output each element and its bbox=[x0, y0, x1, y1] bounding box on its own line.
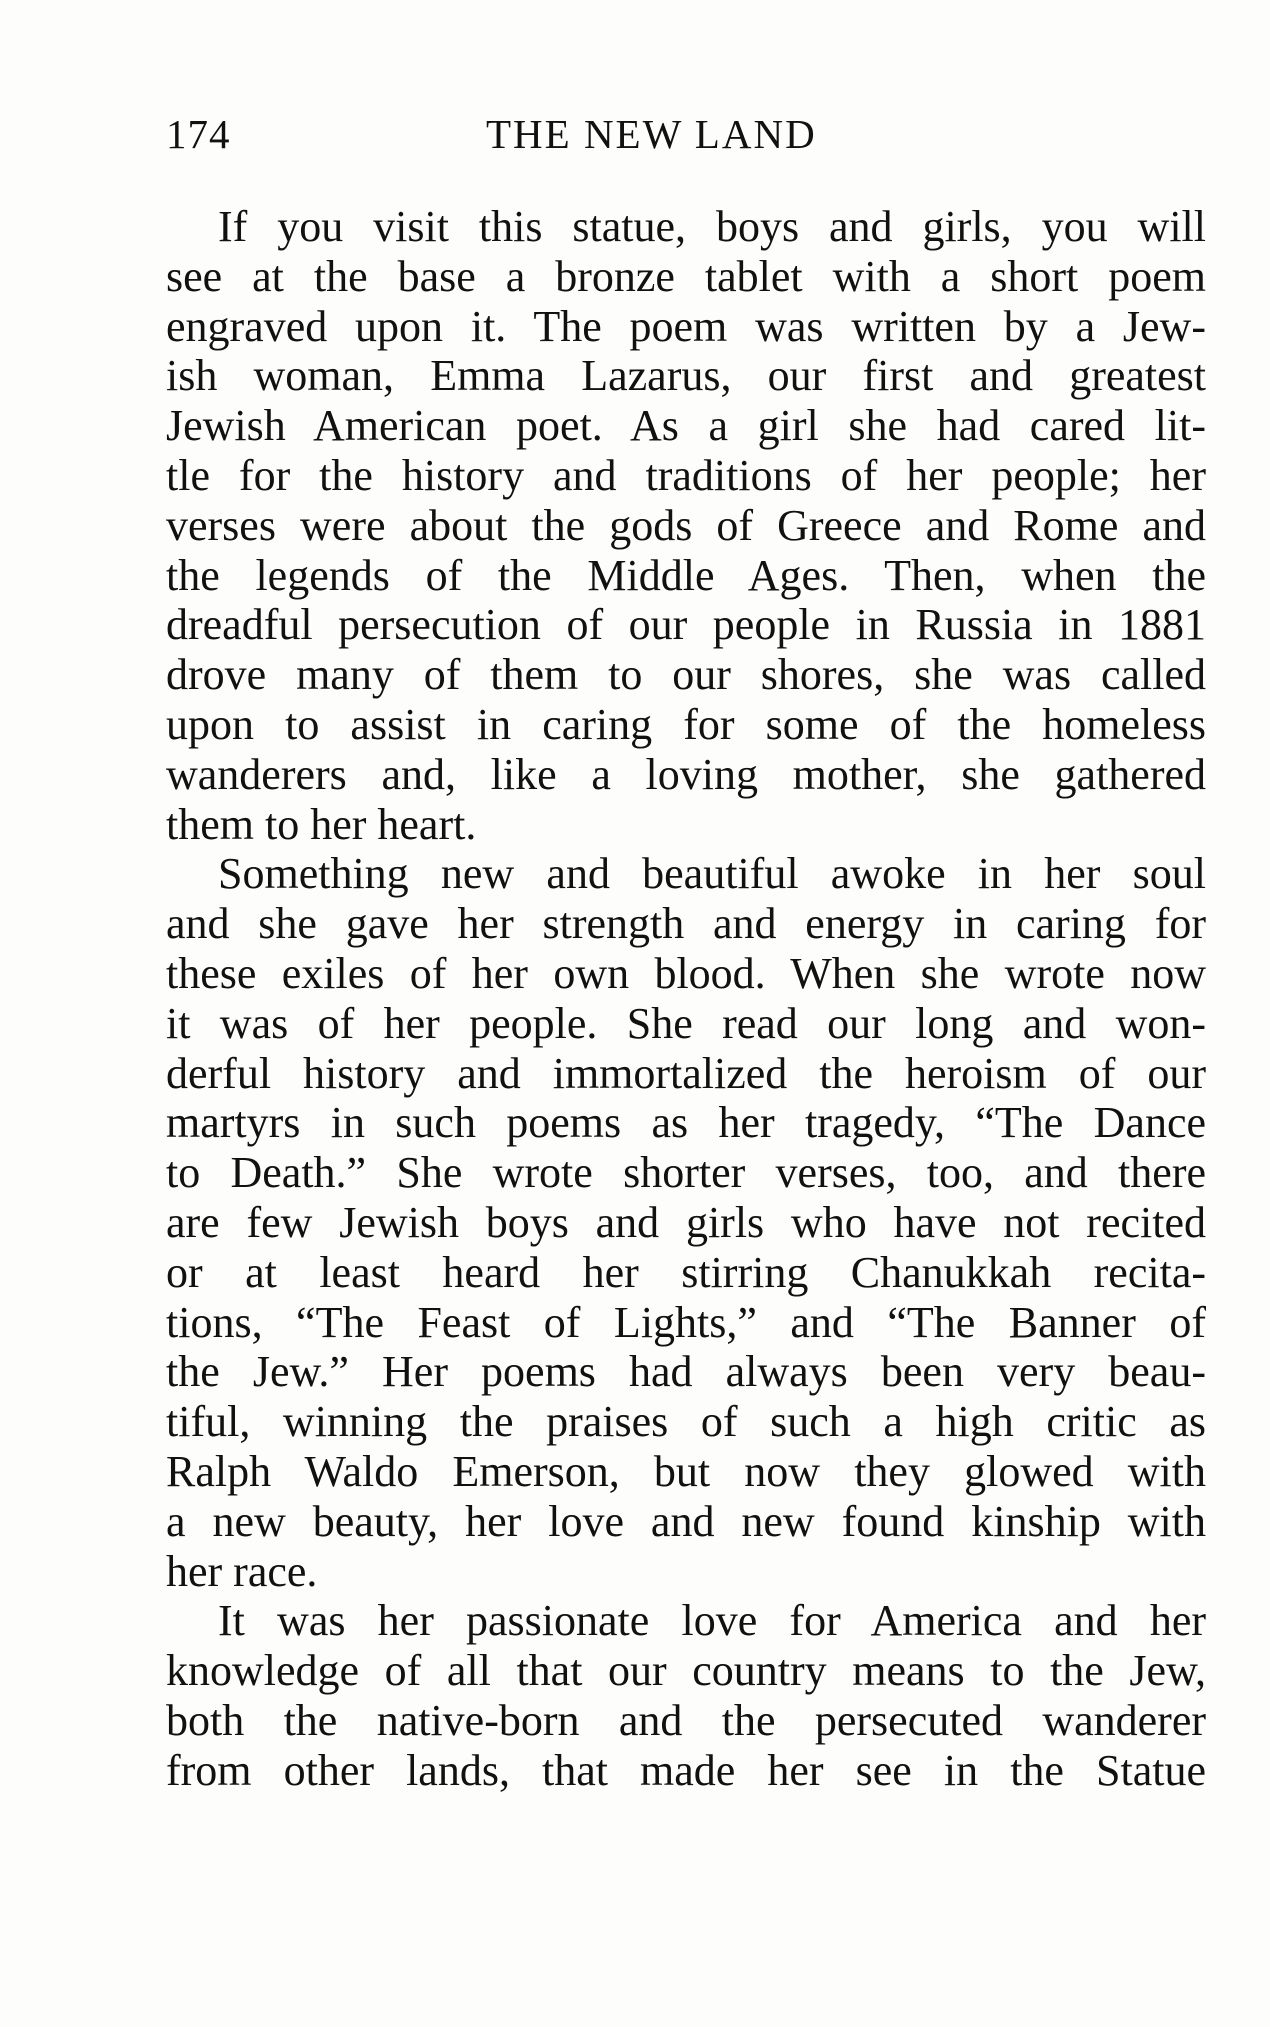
text-line: the legends of the Middle Ages. Then, when the bbox=[166, 550, 1206, 600]
text-line: It was her passionate love for America and her bbox=[218, 1596, 1206, 1646]
text-line: If you visit this statue, boys and girls, you will bbox=[218, 202, 1206, 251]
text-line: both the native-born and the persecuted wanderer bbox=[166, 1695, 1206, 1745]
text-line: or at least heard her stirring Chanukkah recita- bbox=[166, 1247, 1206, 1297]
text-line: Something new and beautiful awoke in her soul bbox=[218, 849, 1206, 899]
text-line: a new beauty, her love and new found kinship with bbox=[166, 1496, 1206, 1546]
text-line: and she gave her strength and energy in caring for bbox=[166, 899, 1206, 949]
text-line: engraved upon it. The poem was written by a Jew- bbox=[166, 301, 1206, 351]
text-line: from other lands, that made her see in the Statue bbox=[166, 1745, 1206, 1795]
text-line: martyrs in such poems as her tragedy, “The Dance bbox=[166, 1098, 1206, 1148]
page-number: 174 bbox=[166, 111, 231, 157]
text-line: wanderers and, like a loving mother, she gathered bbox=[166, 749, 1206, 799]
text-line: verses were about the gods of Greece and Rome and bbox=[166, 500, 1206, 550]
text-line: ish woman, Emma Lazarus, our first and greatest bbox=[166, 351, 1206, 401]
text-line: dreadful persecution of our people in Russia in 1881 bbox=[166, 600, 1206, 650]
text-line: these exiles of her own blood. When she wrote now bbox=[166, 948, 1206, 998]
text-line: see at the base a bronze tablet with a short poem bbox=[166, 251, 1206, 301]
text-line: her race. bbox=[166, 1546, 318, 1596]
text-line: knowledge of all that our country means to the Jew, bbox=[166, 1646, 1206, 1696]
text-line: drove many of them to our shores, she was called bbox=[166, 650, 1206, 700]
body-text bbox=[166, 202, 1206, 1796]
text-line: the Jew.” Her poems had always been very beau- bbox=[166, 1347, 1206, 1397]
text-line: Ralph Waldo Emerson, but now they glowed with bbox=[166, 1446, 1206, 1496]
text-line: are few Jewish boys and girls who have not recited bbox=[166, 1197, 1206, 1247]
running-title: THE NEW LAND bbox=[486, 111, 817, 157]
text-line: tle for the history and traditions of her people; her bbox=[166, 450, 1206, 500]
text-line: upon to assist in caring for some of the homeless bbox=[166, 699, 1206, 749]
text-line: tions, “The Feast of Lights,” and “The Banner of bbox=[166, 1297, 1206, 1347]
text-line: tiful, winning the praises of such a high critic as bbox=[166, 1397, 1206, 1447]
text-line: them to her heart. bbox=[166, 799, 477, 849]
running-head bbox=[166, 104, 1206, 164]
text-line: to Death.” She wrote shorter verses, too, and there bbox=[166, 1148, 1206, 1198]
text-line: it was of her people. She read our long and won- bbox=[166, 998, 1206, 1048]
text-line: Jewish American poet. As a girl she had cared lit- bbox=[166, 401, 1206, 451]
text-line: derful history and immortalized the heroism of our bbox=[166, 1048, 1206, 1098]
